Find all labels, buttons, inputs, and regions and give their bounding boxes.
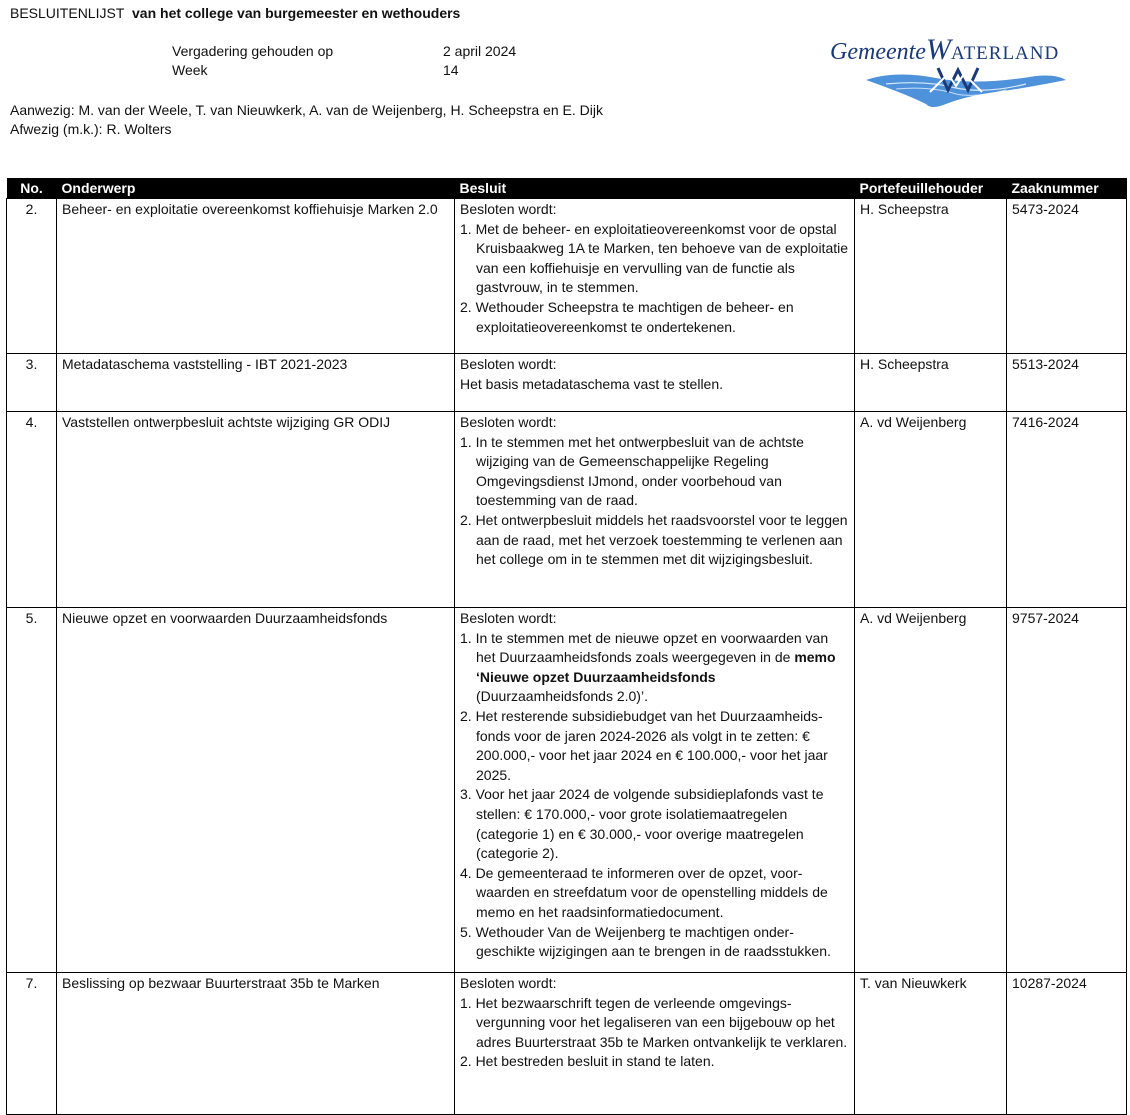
row-portfolio-holder: T. van Nieuwkerk xyxy=(855,973,1007,1115)
decision-intro: Besloten wordt: xyxy=(460,975,557,991)
table-row xyxy=(7,199,1127,354)
decision-intro: Besloten wordt: xyxy=(460,414,557,430)
decisions-table xyxy=(6,178,1127,1115)
row-portfolio-holder: A. vd Weijenberg xyxy=(855,608,1007,973)
row-number: 7. xyxy=(7,973,57,1115)
logo-wordmark xyxy=(830,33,1060,66)
decision-text: Het basis metadataschema vast te stellen. xyxy=(460,375,724,392)
row-subject: Beslissing op bezwaar Buurterstraat 35b te Marken xyxy=(57,973,455,1115)
row-decision xyxy=(455,354,855,412)
municipality-logo xyxy=(826,34,1090,112)
row-case-number: 5473-2024 xyxy=(1007,199,1127,354)
decision-intro: Besloten wordt: xyxy=(460,610,557,626)
document-title xyxy=(10,4,460,24)
meeting-week-row xyxy=(172,61,516,80)
row-subject: Metadataschema vaststelling - IBT 2021-2023 xyxy=(57,354,455,412)
logo-text-initial: W xyxy=(925,33,951,66)
row-subject: Beheer- en exploitatie overeenkomst koffiehuisje Marken 2.0 xyxy=(57,199,455,354)
decision-item-text: (Duurzaamheidsfonds 2.0)’. xyxy=(476,688,648,705)
row-number: 4. xyxy=(7,412,57,608)
row-decision xyxy=(455,608,855,973)
row-subject: Vaststellen ontwerpbesluit achtste wijziging GR ODIJ xyxy=(57,412,455,608)
meeting-date-row xyxy=(172,42,516,61)
column-header-portfolio: Portefeuillehouder xyxy=(855,178,1007,199)
attendance xyxy=(10,101,603,139)
attendance-absent: Afwezig (m.k.): R. Wolters xyxy=(10,121,172,137)
decision-item: 5. Wethouder Van de Weijenberg te machtigen onder-geschikte wijzigingen aan te brengen in de raadsstukken. xyxy=(460,923,831,960)
row-decision xyxy=(455,199,855,354)
row-portfolio-holder: A. vd Weijenberg xyxy=(855,412,1007,608)
row-case-number: 5513-2024 xyxy=(1007,354,1127,412)
document-title-plain: BESLUITENLIJST xyxy=(10,5,125,21)
row-number: 3. xyxy=(7,354,57,412)
row-portfolio-holder: H. Scheepstra xyxy=(855,354,1007,412)
row-case-number: 7416-2024 xyxy=(1007,412,1127,608)
decision-item xyxy=(460,629,849,707)
meeting-week-value: 14 xyxy=(443,62,459,78)
decision-item: 4. De gemeenteraad te informeren over de opzet, voor-waarden en streefdatum voor de openstelling middels de memo en het raadsinformatiedocument. xyxy=(460,864,828,920)
meeting-info xyxy=(172,42,516,80)
row-decision xyxy=(455,412,855,608)
decision-item: 2. Het ontwerpbesluit middels het raadsvoorstel voor te leggen aan de raad, met het verzoek toestemming te verlenen aan het college om in te stemmen met dit wijzigingsbesluit. xyxy=(460,511,848,568)
meeting-week-label: Week xyxy=(172,62,208,78)
row-case-number: 9757-2024 xyxy=(1007,608,1127,973)
row-case-number: 10287-2024 xyxy=(1007,973,1127,1115)
logo-text-rest: ATERLAND xyxy=(950,43,1060,64)
decision-item: 1. Met de beheer- en exploitatieovereenkomst voor de opstal Kruisbaakweg 1A te Marken, ten behoeve van de exploitatie van een koffiehuisje en vervulling van de functie als gastvrouw, in te stemmen. xyxy=(460,220,849,296)
decision-intro: Besloten wordt: xyxy=(460,201,557,217)
decision-list xyxy=(460,220,849,338)
column-header-decision: Besluit xyxy=(455,178,855,199)
decision-item-text: 1. In te stemmen met de nieuwe opzet en voorwaarden van het Duurzaamheidsfonds zoals weergegeven in de xyxy=(460,629,829,666)
decision-item: 2. Het bestreden besluit in stand te laten. xyxy=(460,1053,715,1070)
table-header-row xyxy=(7,178,1127,199)
table-row xyxy=(7,608,1127,973)
decision-intro: Besloten wordt: xyxy=(460,356,557,372)
row-subject: Nieuwe opzet en voorwaarden Duurzaamheidsfonds xyxy=(57,608,455,973)
column-header-case: Zaaknummer xyxy=(1007,178,1127,199)
decision-list xyxy=(460,994,849,1072)
attendance-present: Aanwezig: M. van der Weele, T. van Nieuwkerk, A. van de Weijenberg, H. Scheepstra en E. Dijk xyxy=(10,102,603,118)
column-header-subject: Onderwerp xyxy=(57,178,455,199)
row-decision xyxy=(455,973,855,1115)
decision-list xyxy=(460,629,849,962)
table-row xyxy=(7,412,1127,608)
meeting-date-label: Vergadering gehouden op xyxy=(172,43,334,59)
decision-item: 1. Het bezwaarschrift tegen de verleende omgevings-vergunning voor het legaliseren van een bijgebouw op het adres Buurterstraat 35b te Marken ontvankelijk te verklaren. xyxy=(460,994,848,1050)
decision-item: 2. Wethouder Scheepstra te machtigen de beheer- en exploitatieovereenkomst te ondertekenen. xyxy=(460,298,794,335)
decision-item: 3. Voor het jaar 2024 de volgende subsidieplafonds vast te stellen: € 170.000,- voor grote isolatiemaatregelen (categorie 1) en € 30.000,- voor overige maatregelen (categorie 2). xyxy=(460,786,824,862)
table-row xyxy=(7,354,1127,412)
decision-item: 1. In te stemmen met het ontwerpbesluit van de achtste wijziging van de Gemeenschappelijke Regeling Omgevingsdienst IJmond, onder voorbehoud van toestemming van de raad. xyxy=(460,433,804,509)
table-row xyxy=(7,973,1127,1115)
logo-text-prefix: Gemeente xyxy=(830,39,926,65)
column-header-no: No. xyxy=(7,178,57,199)
meeting-date-value: 2 april 2024 xyxy=(443,43,517,59)
row-number: 5. xyxy=(7,608,57,973)
row-number: 2. xyxy=(7,199,57,354)
document-title-bold: van het college van burgemeester en wethouders xyxy=(132,5,461,21)
decision-list xyxy=(460,433,849,570)
decision-item: 2. Het resterende subsidiebudget van het Duurzaamheids-fonds voor de jaren 2024-2026 als volgt in te zetten: € 200.000,- voor het jaar 2024 en € 100.000,- voor het jaar 2025. xyxy=(460,707,828,783)
memo-reference: memo ‘Nieuwe opzet Duurzaamheidsfonds xyxy=(476,649,836,685)
row-portfolio-holder: H. Scheepstra xyxy=(855,199,1007,354)
